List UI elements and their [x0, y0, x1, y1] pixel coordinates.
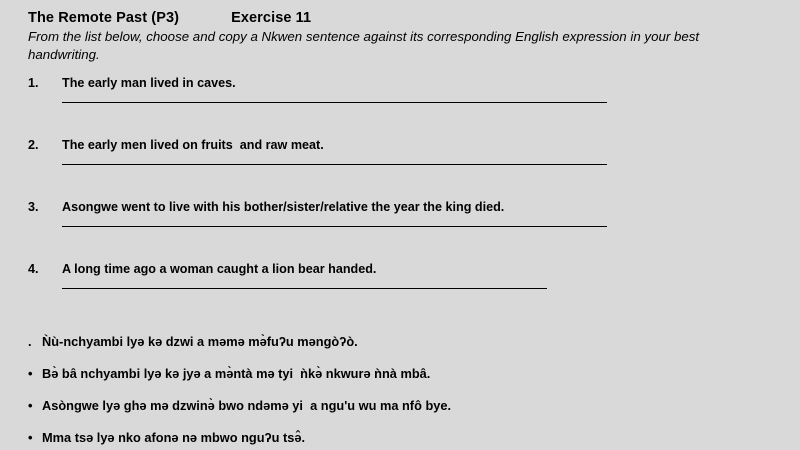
question-row — [28, 138, 778, 152]
question-text: A long time ago a woman caught a lion bear handed. — [62, 262, 377, 277]
bullet-icon: . — [28, 334, 32, 350]
answer-line[interactable] — [62, 226, 607, 227]
exercise-label: Exercise 11 — [231, 10, 312, 26]
question-text: The early men lived on fruits and raw meat. — [62, 138, 324, 153]
question-number: 4. — [28, 262, 39, 277]
question-number: 3. — [28, 200, 39, 215]
answer-line[interactable] — [62, 164, 607, 165]
question-item — [28, 76, 778, 138]
page-title: The Remote Past (P3) — [28, 10, 180, 26]
worksheet-header — [28, 10, 778, 26]
question-number: 2. — [28, 138, 39, 153]
nkwen-sentence-text: Asòngwe lyə ghə mə dzwinə̀ bwo ndəmə yi a ngu'u wu ma nfô bye. — [42, 398, 452, 414]
answer-line[interactable] — [62, 102, 607, 103]
question-item — [28, 200, 778, 262]
nkwen-sentence-text: Mma tsə lyə nko afonə nə mbwo nguʔu tsə̂. — [42, 430, 306, 446]
questions-list — [28, 76, 778, 324]
question-number: 1. — [28, 76, 39, 91]
nkwen-sentence-list — [28, 334, 778, 445]
bullet-icon: • — [28, 430, 33, 446]
question-row — [28, 76, 778, 90]
question-item — [28, 138, 778, 200]
question-item — [28, 262, 778, 324]
bullet-icon: • — [28, 366, 33, 382]
nkwen-sentence-text: Bə̀ bâ nchyambi lyə kə jyə a mə̀ntà mə tyi ǹkə̀ nkwurə ǹnà mbâ. — [42, 366, 431, 382]
question-text: The early man lived in caves. — [62, 76, 236, 91]
list-item — [28, 398, 778, 413]
question-row — [28, 262, 778, 276]
list-item — [28, 430, 778, 445]
list-item — [28, 334, 778, 349]
question-text: Asongwe went to live with his bother/sister/relative the year the king died. — [62, 200, 505, 215]
answer-line[interactable] — [62, 288, 547, 289]
list-item — [28, 366, 778, 381]
nkwen-sentence-text: Ǹù-nchyambi lyə kə dzwi a məmə mə̀fuʔu məngòʔò. — [42, 334, 358, 350]
question-row — [28, 200, 778, 214]
bullet-icon: • — [28, 398, 33, 414]
instructions-text: From the list below, choose and copy a Nkwen sentence against its corresponding English expression in your best handwriting. — [28, 29, 700, 62]
